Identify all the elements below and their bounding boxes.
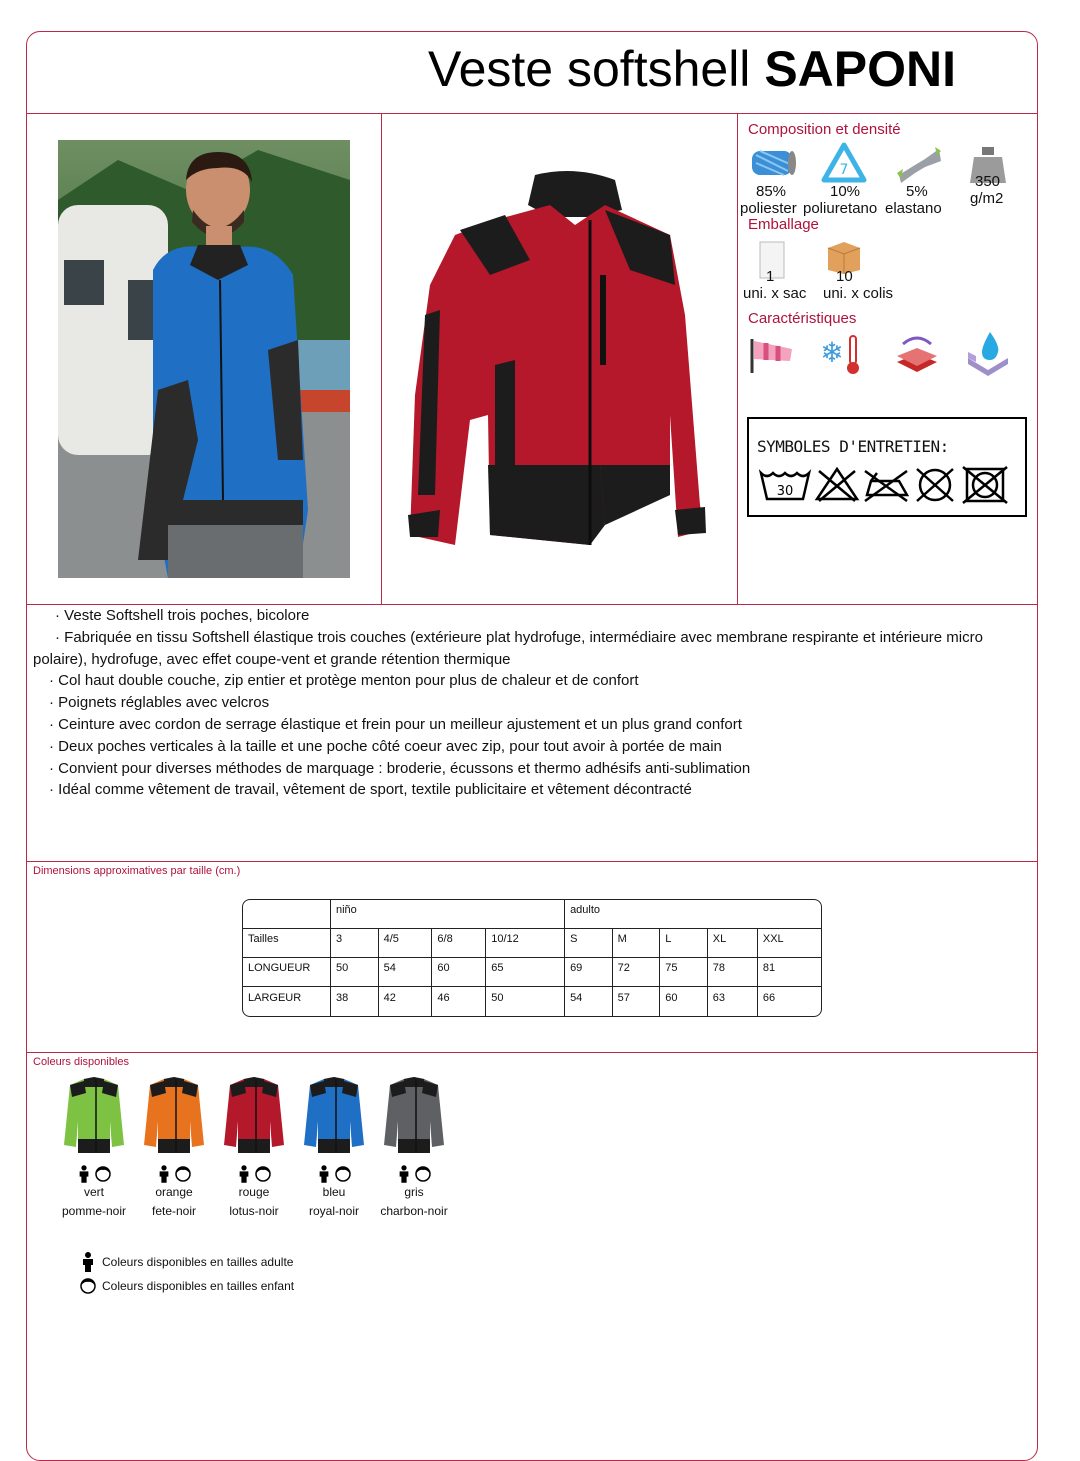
table-cell: 75 — [660, 958, 708, 987]
divider — [737, 113, 738, 604]
divider — [26, 113, 1038, 114]
adult-icon — [237, 1165, 251, 1183]
colour-subname: fete-noir — [151, 1204, 197, 1218]
composition-percent: 85% — [756, 183, 787, 200]
packaging-value: 10 — [836, 268, 853, 285]
colour-subname: pomme-noir — [61, 1204, 127, 1218]
table-row — [243, 987, 821, 1016]
colour-swatch — [134, 1075, 214, 1221]
description-item: Deux poches verticales à la taille et une poche côté coeur avec zip, pour tout avoir à portée de main — [58, 737, 722, 755]
table-cell: 60 — [432, 958, 486, 987]
adult-icon — [77, 1165, 91, 1183]
no-tumble-dry-icon — [963, 467, 1007, 503]
waterproof-icon — [966, 330, 1010, 376]
table-cell: 46 — [432, 987, 486, 1016]
weight-value: 350 — [975, 173, 1001, 190]
legend-child — [80, 1277, 294, 1295]
table-cell: XL — [708, 929, 758, 958]
table-cell: XXL — [758, 929, 821, 958]
table-cell: 72 — [613, 958, 661, 987]
composition-percent: 10% — [830, 183, 861, 200]
child-icon — [175, 1165, 191, 1183]
colours-heading: Coleurs disponibles — [33, 1056, 129, 1068]
description-item: Fabriquée en tissu Softshell élastique trois couches (extérieure plat hydrofuge, intermédiaire avec membrane respirante et intérieure micro polaire), hydrofuge, avec effet coupe-vent et grande rétention thermique — [33, 628, 983, 668]
table-cell: 66 — [762, 991, 776, 1004]
child-icon — [80, 1277, 96, 1295]
table-cell: 50 — [486, 987, 565, 1016]
table-cell: L — [660, 929, 708, 958]
packaging-value: 1 — [766, 268, 775, 285]
packaging-label: uni. x sac — [743, 285, 807, 302]
size-table — [242, 899, 822, 1017]
windsock-icon — [746, 335, 796, 375]
jacket-icon — [222, 1075, 286, 1155]
jacket-icon — [62, 1075, 126, 1155]
adult-icon — [157, 1165, 171, 1183]
table-row — [243, 958, 821, 987]
care-symbols-box — [747, 417, 1027, 517]
fabric-layers-icon — [893, 332, 941, 376]
colour-swatch — [54, 1075, 134, 1221]
colour-name: orange — [155, 1185, 193, 1199]
colour-subname: charbon-noir — [380, 1204, 448, 1218]
child-icon — [415, 1165, 431, 1183]
legend-label: Coleurs disponibles en tailles enfant — [102, 1279, 295, 1293]
colour-swatch — [214, 1075, 294, 1221]
divider — [26, 861, 1038, 862]
table-row — [243, 929, 821, 958]
table-cell: 60 — [660, 987, 708, 1016]
description-item: Idéal comme vêtement de travail, vêtement de sport, textile publicitaire et vêtement décontracté — [58, 781, 692, 799]
table-cell: 6/8 — [432, 929, 486, 958]
table-cell: 54 — [565, 987, 613, 1016]
yarn-spool-icon — [748, 145, 796, 185]
table-row — [243, 900, 821, 929]
colour-name: vert — [83, 1185, 104, 1199]
composition-percent: 5% — [906, 183, 928, 200]
divider — [26, 1052, 1038, 1053]
table-cell: 4/5 — [379, 929, 433, 958]
composition-material: poliuretano — [803, 200, 878, 217]
thermal-icon — [820, 332, 866, 376]
composition-heading: Composition et densité — [748, 121, 901, 138]
table-cell: 50 — [331, 958, 379, 987]
table-cell: 42 — [379, 987, 433, 1016]
child-icon — [335, 1165, 351, 1183]
weight-unit: g/m2 — [970, 190, 1004, 207]
colour-name: gris — [404, 1185, 424, 1199]
row-label: LONGUEUR — [243, 958, 331, 987]
adult-icon — [397, 1165, 411, 1183]
svg-text:7: 7 — [839, 162, 849, 178]
table-cell: 81 — [758, 958, 821, 987]
table-cell: 54 — [379, 958, 433, 987]
group-adult: adulto — [565, 900, 821, 929]
colour-subname: royal-noir — [308, 1204, 359, 1218]
svg-text:❄: ❄ — [820, 336, 844, 369]
table-cell: 63 — [708, 987, 758, 1016]
sizes-heading: Dimensions approximatives par taille (cm.) — [33, 865, 241, 877]
product-description: · Veste Softshell trois poches, bicolore · Fabriquée en tissu Softshell élastique trois couches (extérieure plat hydrofuge, intermédiaire avec membrane respirante et intérieure micro polaire), hydrofuge, avec effet coupe-vent et grande rétention thermique · Col haut double couche, zip entier et protège menton pour plus de chaleur et de confort · Poignets réglables avec velcros · Ceinture avec cordon de serrage élastique et frein pour un meilleur ajustement et un plus grand confort · Deux poches verticales à la taille et une poche côté coeur avec zip, pour tout avoir à portée de main · Convient pour diverses méthodes de marquage : broderie, écussons et thermo adhésifs anti-sublimation · Idéal comme vêtement de travail, vêtement de sport, textile publicitaire et vêtement décontracté — [33, 607, 983, 799]
colour-subname: lotus-noir — [229, 1204, 279, 1218]
description-item: Col haut double couche, zip entier et protège menton pour plus de chaleur et de confort — [58, 672, 639, 690]
recycle-icon — [820, 142, 868, 186]
divider — [381, 113, 382, 604]
colour-name: bleu — [322, 1185, 346, 1199]
colour-swatch — [374, 1075, 454, 1221]
model-photo — [58, 140, 350, 578]
description-item: Ceinture avec cordon de serrage élastique et frein pour un meilleur ajustement et un plus grand confort — [58, 715, 742, 733]
care-icons — [759, 465, 1019, 505]
child-icon — [95, 1165, 111, 1183]
jacket-icon — [302, 1075, 366, 1155]
no-iron-icon — [865, 471, 907, 501]
composition-material: poliester — [740, 200, 797, 217]
features-heading: Caractéristiques — [748, 310, 857, 327]
packaging-heading: Emballage — [748, 216, 819, 233]
description-item: Veste Softshell trois poches, bicolore — [64, 607, 310, 624]
table-cell: S — [565, 929, 613, 958]
row-label: LARGEUR — [243, 987, 331, 1016]
table-cell: 65 — [486, 958, 565, 987]
adult-icon — [80, 1252, 96, 1272]
table-cell: 57 — [613, 987, 661, 1016]
no-dry-clean-icon — [917, 469, 953, 501]
child-icon — [255, 1165, 271, 1183]
jacket-icon — [142, 1075, 206, 1155]
table-cell — [243, 900, 331, 929]
adult-icon — [317, 1165, 331, 1183]
page-title: Veste softshell SAPONI — [428, 41, 957, 97]
table-cell: 78 — [708, 958, 758, 987]
wash-temp: 30 — [776, 484, 794, 499]
legend-label: Coleurs disponibles en tailles adulte — [102, 1255, 294, 1269]
group-child: niño — [331, 900, 565, 929]
packaging-label: uni. x colis — [823, 285, 894, 302]
colour-swatch — [294, 1075, 374, 1221]
row-label: Tailles — [243, 929, 331, 958]
table-cell: 3 — [331, 929, 379, 958]
table-cell: M — [613, 929, 661, 958]
jacket-icon — [382, 1075, 446, 1155]
table-cell: 69 — [565, 958, 613, 987]
table-cell: 38 — [331, 987, 379, 1016]
stretch-fabric-icon — [895, 145, 943, 185]
composition-material: elastano — [885, 200, 942, 217]
product-image — [400, 165, 720, 555]
description-item: Convient pour diverses méthodes de marquage : broderie, écussons et thermo adhésifs anti-sublimation — [58, 759, 751, 777]
no-bleach-icon — [817, 469, 857, 501]
table-cell: 10/12 — [486, 929, 565, 958]
colour-name: rouge — [238, 1185, 270, 1199]
legend-adult — [80, 1252, 293, 1272]
care-title: SYMBOLES D'ENTRETIEN: — [757, 437, 949, 456]
description-item: Poignets réglables avec velcros — [58, 694, 270, 712]
